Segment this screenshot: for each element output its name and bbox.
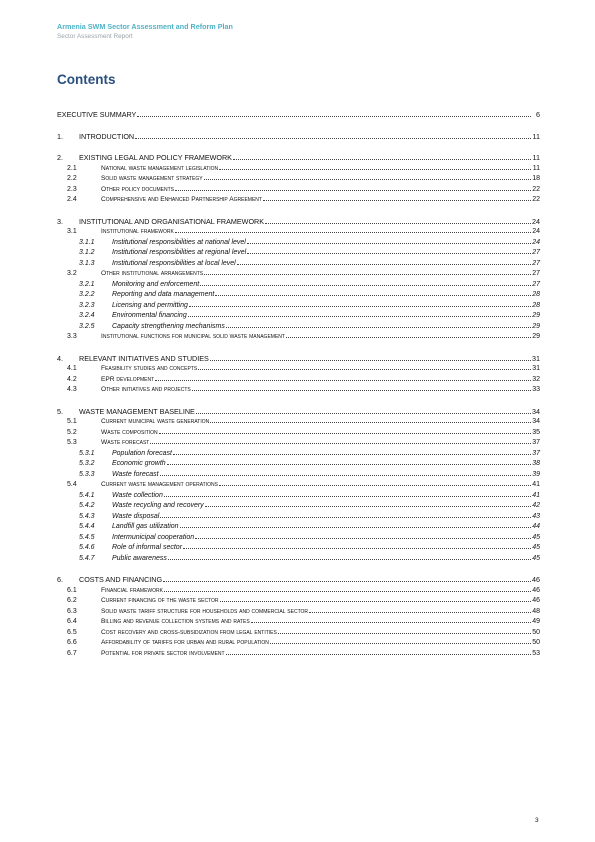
toc-entry-page: 45 (532, 544, 540, 551)
toc-entry-page: 46 (532, 597, 540, 604)
toc-entry-number: 4. (57, 353, 63, 363)
toc-entry-number: 3.1.3 (79, 259, 95, 267)
toc-entry-page: 41 (532, 481, 540, 488)
toc-dot-leader (188, 316, 531, 317)
toc-entry-page: 50 (532, 628, 540, 636)
toc-entry-page: 38 (532, 460, 540, 467)
toc-entry-label: Economic growth (112, 460, 166, 467)
toc-dot-leader (150, 443, 531, 444)
toc-dot-leader (247, 243, 531, 244)
toc-entry-label: Institutional responsibilities at local level (112, 259, 236, 267)
toc-entry-number: 3.2.5 (79, 322, 95, 330)
toc-entry-label: WASTE MANAGEMENT BASELINE (79, 406, 195, 416)
toc-entry-page: 37 (532, 439, 540, 446)
toc-entry-label: Institutional responsibilities at national level (112, 238, 246, 246)
toc-entry-number: 3.2.4 (79, 312, 95, 319)
toc-entry-number: 5. (57, 406, 63, 416)
toc-entry[interactable] (57, 522, 540, 533)
toc-entry[interactable] (57, 322, 540, 333)
toc-dot-leader (226, 654, 531, 655)
toc-entry[interactable] (57, 375, 540, 386)
toc-dot-leader (189, 306, 531, 307)
toc-entry-page: 22 (532, 196, 540, 203)
toc-dot-leader (192, 390, 531, 391)
toc-entry-page: 27 (532, 249, 540, 256)
toc-dot-leader (173, 454, 531, 455)
toc-entry-number: 6.7 (67, 649, 77, 657)
toc-entry-number: 3.2.2 (79, 291, 95, 298)
table-of-contents (57, 110, 540, 659)
toc-entry-number: 5.4.6 (79, 544, 95, 551)
toc-entry[interactable] (57, 259, 540, 270)
toc-entry-number: 3.1 (67, 228, 77, 235)
toc-entry-number: 2.4 (67, 196, 77, 203)
toc-dot-leader (205, 506, 531, 507)
toc-entry-number: 5.1 (67, 418, 77, 425)
toc-dot-leader (251, 622, 531, 623)
toc-entry-number: 5.4 (67, 481, 77, 488)
toc-entry[interactable] (57, 269, 540, 280)
toc-entry-number: 2.2 (67, 175, 77, 182)
toc-entry-number: 5.4.5 (79, 533, 95, 541)
toc-entry-page: 32 (532, 375, 540, 383)
toc-entry[interactable] (57, 407, 540, 418)
toc-entry-label: Cost recovery and cross-subsidization from legal entities (101, 628, 277, 636)
toc-entry-number: 6.2 (67, 597, 77, 604)
toc-entry-page: 27 (532, 259, 540, 267)
toc-entry-page: 31 (532, 353, 540, 363)
toc-entry-number: 3.3 (67, 333, 77, 340)
toc-entry[interactable] (57, 607, 540, 618)
toc-entry-label: Waste composition (101, 428, 158, 436)
toc-entry-label: National waste management legislation (101, 164, 219, 172)
toc-entry-label: Solid waste management strategy (101, 175, 203, 182)
toc-entry[interactable] (57, 554, 540, 565)
toc-entry-page: 28 (532, 291, 540, 298)
toc-entry[interactable] (57, 586, 540, 597)
toc-dot-leader (286, 337, 531, 338)
toc-entry-number: 5.4.7 (79, 554, 95, 562)
toc-entry-number: 6.5 (67, 628, 77, 636)
document-header-subtitle: Sector Assessment Report (57, 33, 133, 40)
toc-entry-number: 3.2.3 (79, 301, 95, 309)
toc-entry-page: 29 (532, 322, 540, 330)
toc-entry-page: 24 (532, 216, 540, 226)
toc-entry-page: 11 (532, 153, 540, 162)
toc-dot-leader (175, 232, 531, 233)
toc-entry-number: 5.4.1 (79, 491, 95, 499)
toc-dot-leader (175, 190, 531, 191)
toc-entry-number: 4.2 (67, 375, 77, 383)
toc-dot-leader (200, 285, 531, 286)
toc-entry-number: 4.3 (67, 386, 77, 393)
toc-entry[interactable] (57, 501, 540, 512)
toc-entry-number: 3.2.1 (79, 280, 95, 288)
toc-entry-label: Intermunicipal cooperation (112, 533, 195, 541)
toc-entry-label: Current municipal waste generation (101, 418, 210, 425)
toc-dot-leader (167, 464, 531, 465)
toc-entry[interactable] (57, 470, 540, 481)
toc-entry-page: 53 (532, 649, 540, 657)
toc-entry[interactable] (57, 438, 540, 449)
toc-entry-page: 50 (532, 639, 540, 646)
toc-entry-label: Solid waste tariff structure for households and commercial sector (101, 607, 309, 615)
toc-entry-label: Other policy documents (101, 185, 174, 193)
toc-dot-leader (309, 612, 531, 613)
toc-dot-leader (263, 200, 531, 201)
toc-dot-leader (278, 633, 531, 634)
toc-entry[interactable] (57, 238, 540, 249)
toc-dot-leader (160, 475, 531, 476)
toc-entry-label: EXECUTIVE SUMMARY (57, 110, 137, 119)
toc-entry-label: Institutional functions for municipal solid waste management (101, 333, 285, 340)
toc-entry-label: Current waste management operations (101, 481, 218, 488)
toc-entry-label: Environmental financing (112, 312, 187, 319)
toc-entry-label: COSTS AND FINANCING (79, 575, 163, 584)
toc-entry-number: 3.1.2 (79, 249, 95, 256)
toc-entry-number: 2. (57, 153, 63, 162)
toc-dot-leader (137, 116, 531, 117)
toc-dot-leader (195, 538, 531, 539)
toc-entry-number: 3.1.1 (79, 238, 95, 246)
toc-entry-page: 24 (532, 228, 540, 235)
toc-entry-page: 41 (532, 491, 540, 499)
toc-entry-number: 5.3 (67, 439, 77, 446)
toc-dot-leader (270, 643, 531, 644)
toc-entry-page: 43 (532, 512, 540, 520)
toc-entry-page: 18 (532, 175, 540, 182)
toc-entry[interactable] (57, 649, 540, 660)
toc-entry[interactable] (57, 417, 540, 428)
toc-entry-label: Affordability of tariffs for urban and rural population (101, 639, 269, 646)
toc-dot-leader (164, 496, 531, 497)
toc-entry-label: EXISTING LEGAL AND POLICY FRAMEWORK (79, 153, 232, 162)
toc-dot-leader (237, 264, 531, 265)
toc-entry-number: 2.1 (67, 164, 77, 172)
toc-entry-label: Role of informal sector (112, 544, 183, 551)
toc-entry-label: RELEVANT INITIATIVES AND STUDIES (79, 353, 209, 363)
toc-entry-page: 27 (532, 270, 540, 277)
toc-entry-page: 22 (532, 185, 540, 193)
toc-entry-label: Waste disposal (112, 512, 160, 520)
toc-entry-number: 6.6 (67, 639, 77, 646)
toc-entry-page: 39 (532, 470, 540, 478)
toc-entry-label: Reporting and data management (112, 291, 215, 298)
toc-entry-page: 37 (532, 449, 540, 457)
toc-entry-page: 45 (532, 554, 540, 562)
toc-entry-page: 44 (532, 523, 540, 530)
toc-entry-page: 34 (532, 406, 540, 416)
toc-entry[interactable] (57, 449, 540, 460)
toc-entry-page: 48 (532, 607, 540, 615)
toc-entry-number: 5.4.4 (79, 523, 95, 530)
toc-dot-leader (247, 253, 531, 254)
toc-entry-number: 6.1 (67, 586, 77, 594)
toc-entry[interactable] (57, 617, 540, 628)
toc-entry[interactable] (57, 428, 540, 439)
toc-entry[interactable] (57, 575, 540, 586)
toc-dot-leader (204, 179, 531, 180)
toc-entry-number: 5.3.1 (79, 449, 95, 457)
toc-entry-label: Financial framework (101, 586, 163, 594)
toc-dot-leader (160, 517, 531, 518)
toc-entry-page: 29 (532, 333, 540, 340)
toc-entry-page: 35 (532, 428, 540, 436)
toc-dot-leader (135, 138, 531, 139)
toc-dot-leader (163, 581, 531, 582)
toc-dot-leader (219, 169, 531, 170)
toc-entry-label: INTRODUCTION (79, 131, 135, 141)
toc-entry-label: INSTITUTIONAL AND ORGANISATIONAL FRAMEWORK (79, 216, 265, 226)
toc-entry-label: Other initiatives and projects (101, 386, 191, 393)
toc-entry[interactable] (57, 354, 540, 365)
toc-dot-leader (220, 601, 531, 602)
contents-heading: Contents (57, 72, 116, 87)
toc-entry-page: 28 (532, 301, 540, 309)
toc-entry-label: Billing and revenue collection systems and rates (101, 618, 250, 625)
toc-entry-label: Potential for private sector involvement (101, 649, 225, 657)
toc-entry[interactable] (57, 227, 540, 238)
toc-entry-label: Licensing and permitting (112, 301, 188, 309)
toc-entry-page: 24 (532, 238, 540, 246)
toc-dot-leader (196, 413, 531, 414)
toc-entry-number: 6.3 (67, 607, 77, 615)
toc-entry-page: 46 (532, 575, 540, 584)
toc-entry-label: Monitoring and enforcement (112, 280, 200, 288)
toc-entry-page: 42 (532, 502, 540, 509)
toc-entry[interactable] (57, 280, 540, 291)
page-number: 3 (535, 817, 539, 824)
toc-entry[interactable] (57, 153, 540, 164)
toc-entry-label: Population forecast (112, 449, 172, 457)
toc-entry[interactable] (57, 638, 540, 649)
toc-dot-leader (155, 380, 531, 381)
toc-dot-leader (159, 433, 531, 434)
toc-entry[interactable] (57, 459, 540, 470)
toc-entry-label: Capacity strengthening mechanisms (112, 322, 225, 330)
toc-entry-page: 6 (536, 110, 540, 119)
toc-entry-number: 3.2 (67, 270, 77, 277)
toc-entry[interactable] (57, 174, 540, 185)
toc-dot-leader (168, 559, 531, 560)
toc-entry[interactable] (57, 491, 540, 502)
toc-entry-page: 45 (532, 533, 540, 541)
toc-entry[interactable] (57, 185, 540, 196)
toc-entry-number: 5.4.2 (79, 502, 95, 509)
toc-dot-leader (164, 591, 531, 592)
toc-entry[interactable] (57, 628, 540, 639)
toc-entry[interactable] (57, 364, 540, 375)
toc-entry-label: Feasibility studies and concepts (101, 365, 198, 372)
toc-entry-number: 5.2 (67, 428, 77, 436)
toc-entry-label: Waste forecast (112, 470, 159, 478)
toc-entry-number: 6.4 (67, 618, 77, 625)
toc-dot-leader (210, 422, 531, 423)
toc-entry-label: Institutional framework (101, 228, 174, 235)
toc-entry-page: 46 (532, 586, 540, 594)
toc-entry-label: Institutional responsibilities at regional level (112, 249, 247, 256)
toc-entry[interactable] (57, 533, 540, 544)
document-header-title: Armenia SWM Sector Assessment and Reform Plan (57, 22, 233, 31)
toc-entry-page: 27 (532, 280, 540, 288)
toc-entry-number: 1. (57, 131, 63, 141)
toc-entry[interactable] (57, 164, 540, 175)
toc-entry-page: 11 (532, 131, 540, 141)
toc-entry-label: Comprehensive and Enhanced Partnership Agreement (101, 196, 262, 203)
toc-entry[interactable] (57, 195, 540, 206)
toc-entry-label: Waste collection (112, 491, 163, 499)
toc-entry-page: 31 (532, 365, 540, 372)
toc-entry-label: Other institutional arrangements (101, 270, 204, 277)
toc-entry-page: 29 (532, 312, 540, 319)
toc-entry-number: 3. (57, 216, 63, 226)
toc-entry[interactable] (57, 290, 540, 301)
toc-entry[interactable] (57, 332, 540, 343)
toc-entry-number: 5.4.3 (79, 512, 95, 520)
toc-entry-number: 4.1 (67, 365, 77, 372)
toc-entry[interactable] (57, 132, 540, 143)
toc-entry-page: 33 (532, 386, 540, 393)
toc-entry[interactable] (57, 543, 540, 554)
toc-dot-leader (233, 159, 531, 160)
toc-entry-number: 5.3.2 (79, 460, 95, 467)
toc-dot-leader (183, 548, 531, 549)
toc-entry[interactable] (57, 596, 540, 607)
toc-entry[interactable] (57, 217, 540, 228)
toc-entry[interactable] (57, 248, 540, 259)
toc-dot-leader (204, 274, 531, 275)
toc-entry-label: EPR development (101, 375, 155, 383)
toc-entry[interactable] (57, 301, 540, 312)
toc-entry[interactable] (57, 311, 540, 322)
toc-entry-label: Current financing of the waste sector (101, 597, 219, 604)
toc-dot-leader (219, 485, 531, 486)
toc-dot-leader (215, 295, 531, 296)
toc-entry-label: Landfill gas utilization (112, 523, 179, 530)
toc-entry-label: Waste forecast (101, 439, 150, 446)
toc-dot-leader (265, 223, 531, 224)
toc-dot-leader (180, 527, 531, 528)
toc-entry-page: 11 (532, 164, 540, 172)
toc-entry-page: 34 (532, 418, 540, 425)
toc-entry-number: 6. (57, 575, 63, 584)
toc-entry-page: 49 (532, 618, 540, 625)
toc-entry[interactable] (57, 480, 540, 491)
toc-dot-leader (198, 369, 531, 370)
toc-entry-number: 2.3 (67, 185, 77, 193)
toc-entry[interactable] (57, 512, 540, 523)
toc-entry[interactable] (57, 110, 540, 121)
toc-entry-number: 5.3.3 (79, 470, 95, 478)
toc-entry-label: Waste recycling and recovery (112, 502, 204, 509)
toc-entry-label: Public awareness (112, 554, 167, 562)
toc-dot-leader (210, 360, 531, 361)
toc-dot-leader (226, 327, 531, 328)
toc-entry[interactable] (57, 385, 540, 396)
